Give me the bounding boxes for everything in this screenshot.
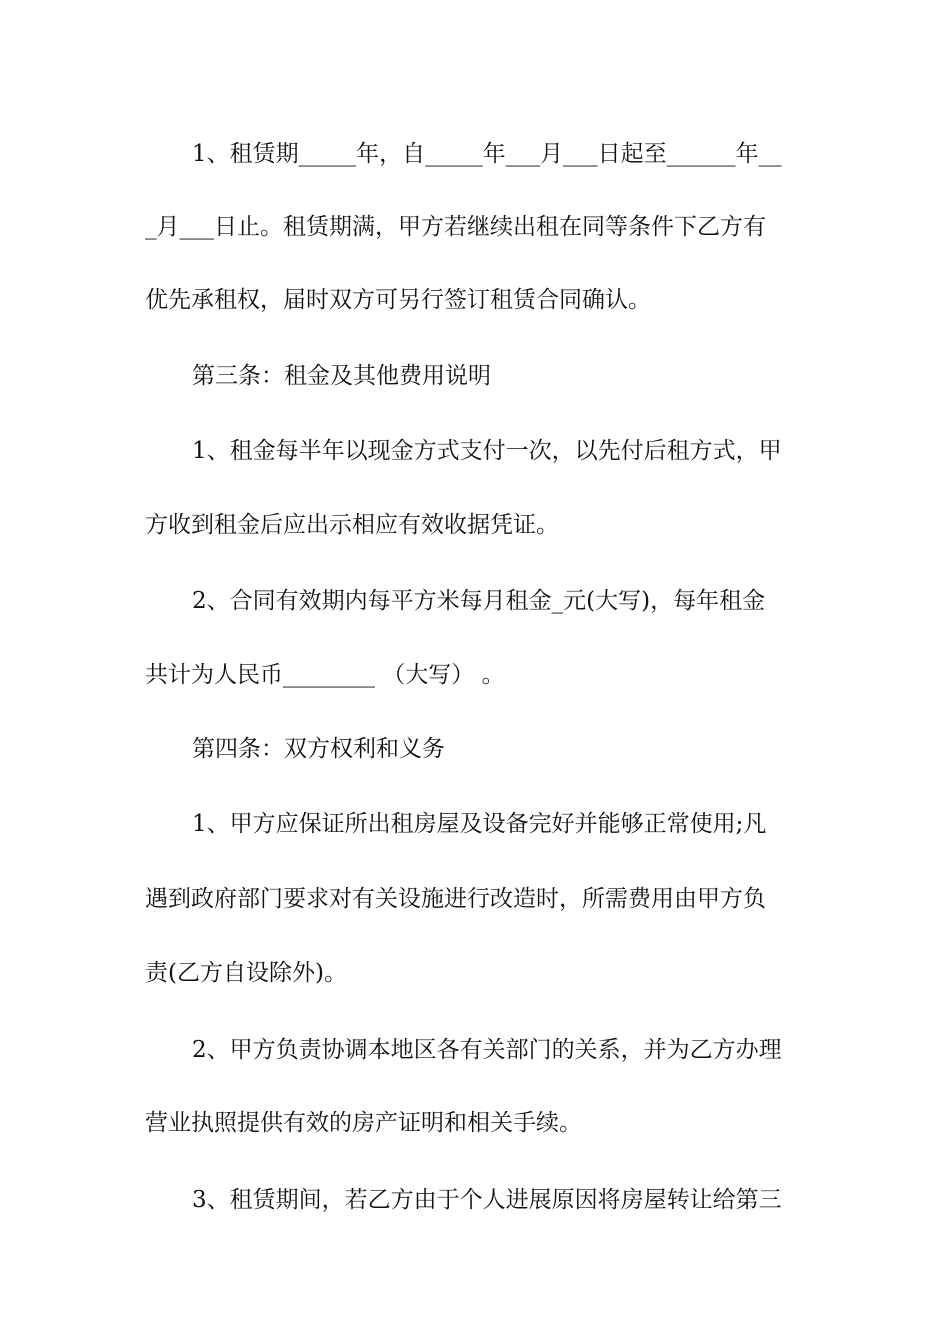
text-line: 1、租金每半年以现金方式支付一次，以先付后租方式，甲 <box>192 438 782 464</box>
section-heading: 第四条：双方权利和义务 <box>192 736 445 762</box>
text-line: 优先承租权，届时双方可另行签订租赁合同确认。 <box>145 287 651 313</box>
text-line: 1、甲方应保证所出租房屋及设备完好并能够正常使用;凡 <box>192 811 767 837</box>
section-heading: 第三条：租金及其他费用说明 <box>192 363 491 389</box>
text-line: 共计为人民币________ （大写） 。 <box>145 662 505 688</box>
text-line: 责(乙方自设除外)。 <box>145 960 347 986</box>
text-line: 2、甲方负责协调本地区各有关部门的关系，并为乙方办理 <box>192 1037 782 1063</box>
text-line: 2、合同有效期内每平方米每月租金_元(大写)，每年租金 <box>192 588 766 614</box>
text-line: 3、租赁期间，若乙方由于个人进展原因将房屋转让给第三 <box>192 1187 782 1213</box>
text-line: 遇到政府部门要求对有关设施进行改造时，所需费用由甲方负 <box>145 886 766 912</box>
text-line: 营业执照提供有效的房产证明和相关手续。 <box>145 1110 582 1136</box>
text-line: _月___日止。租赁期满，甲方若继续出租在同等条件下乙方有 <box>145 214 766 240</box>
text-line: 1、租赁期_____年，自_____年___月___日起至______年__ <box>192 141 782 167</box>
text-line: 方收到租金后应出示相应有效收据凭证。 <box>145 512 559 538</box>
